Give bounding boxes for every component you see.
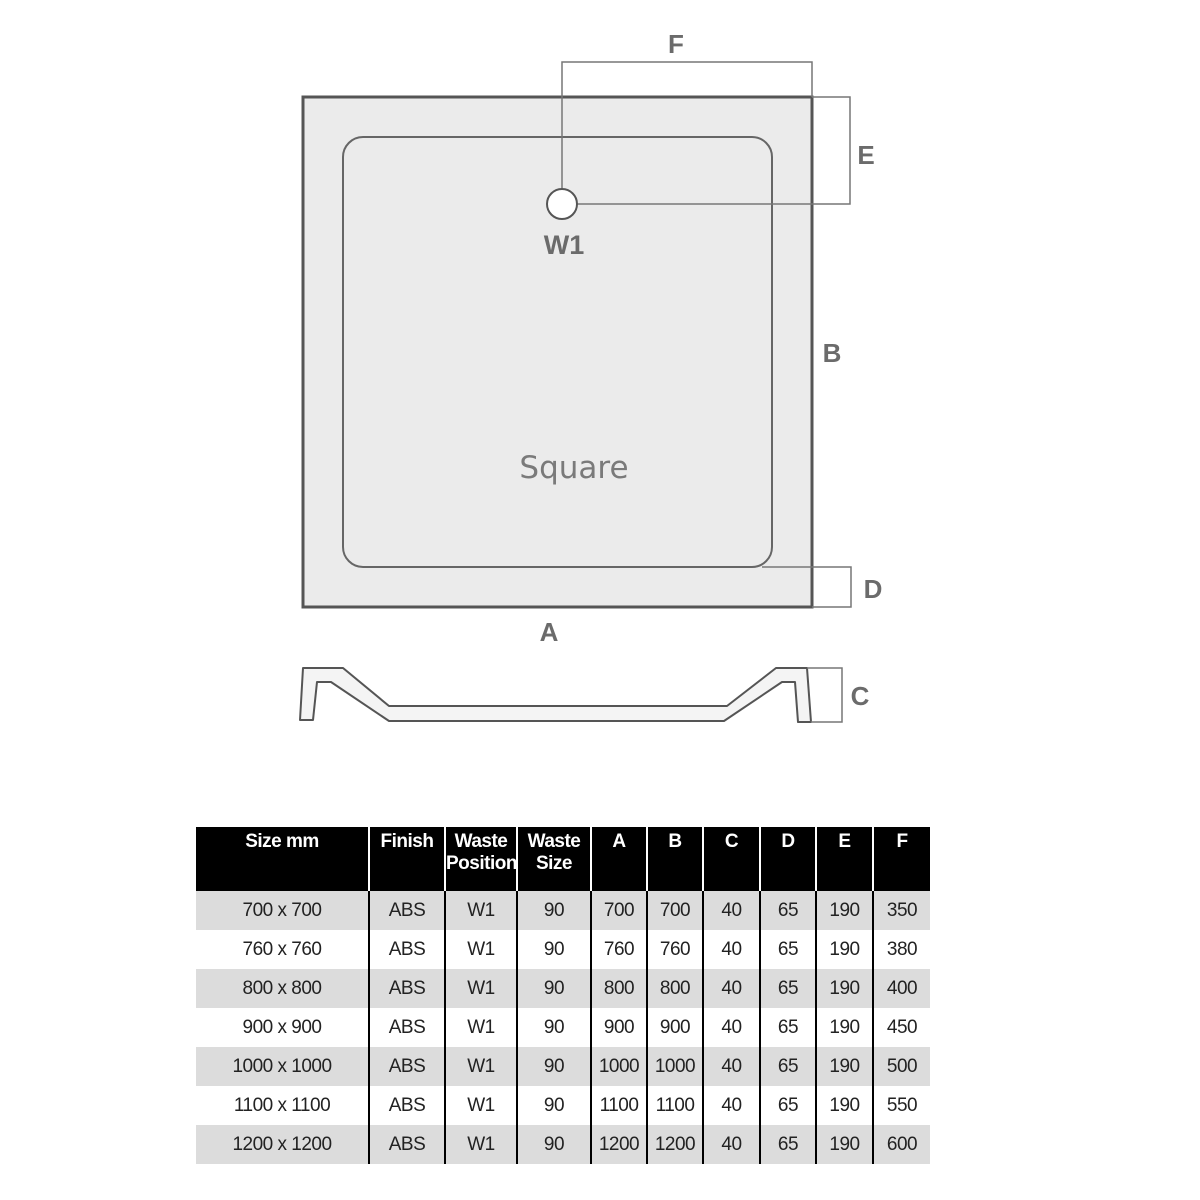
table-cell: 350 [873, 891, 930, 930]
table-header-text: Waste [454, 831, 508, 852]
table-cell: ABS [369, 930, 445, 969]
table-row [196, 1047, 930, 1086]
table-cell: 900 [591, 1008, 647, 1047]
table-cell: 90 [517, 969, 591, 1008]
table-cell: 700 x 700 [196, 891, 369, 930]
table-header-cell [517, 827, 591, 891]
table-header-cell [816, 827, 873, 891]
table-cell: 760 [647, 930, 703, 969]
table-cell: W1 [445, 891, 517, 930]
table-cell: W1 [445, 1047, 517, 1086]
table-cell: 1200 x 1200 [196, 1125, 369, 1164]
table-header-text: Waste [527, 831, 581, 852]
table-header-cell [647, 827, 703, 891]
table-cell: 450 [873, 1008, 930, 1047]
table-cell: 760 x 760 [196, 930, 369, 969]
table-cell: 40 [703, 1086, 760, 1125]
table-cell: 1200 [591, 1125, 647, 1164]
table-cell: 700 [647, 891, 703, 930]
dimension-c-bracket [807, 668, 842, 722]
table-cell: 500 [873, 1047, 930, 1086]
table-cell: 40 [703, 1047, 760, 1086]
table-header-row [196, 827, 930, 891]
table-cell: 1000 [647, 1047, 703, 1086]
table-cell: 40 [703, 1008, 760, 1047]
table-cell: 760 [591, 930, 647, 969]
table-cell: 90 [517, 1008, 591, 1047]
label-d: D [863, 574, 883, 604]
label-c: C [850, 681, 870, 711]
table-header-text: Position [446, 853, 517, 874]
table-header-text: C [724, 831, 739, 852]
table-cell: W1 [445, 969, 517, 1008]
table-row [196, 891, 930, 930]
table-cell: 190 [816, 1125, 873, 1164]
table-cell: 1200 [647, 1125, 703, 1164]
table-cell: ABS [369, 891, 445, 930]
table-cell: 600 [873, 1125, 930, 1164]
table-cell: 1100 [591, 1086, 647, 1125]
table-cell: ABS [369, 1125, 445, 1164]
table-cell: 65 [760, 891, 816, 930]
table-cell: 550 [873, 1086, 930, 1125]
table-row [196, 1125, 930, 1164]
table-cell: 400 [873, 969, 930, 1008]
table-cell: 700 [591, 891, 647, 930]
table-header-text: E [838, 831, 851, 852]
table-header-cell [196, 827, 369, 891]
table-row [196, 930, 930, 969]
table-row [196, 1008, 930, 1047]
waste-outlet-circle [547, 189, 577, 219]
table-cell: 65 [760, 1047, 816, 1086]
table-cell: ABS [369, 1086, 445, 1125]
table-cell: 190 [816, 930, 873, 969]
table-header-text: Size [535, 853, 573, 874]
table-cell: 65 [760, 1125, 816, 1164]
table-header-cell [445, 827, 517, 891]
table-cell: 65 [760, 1008, 816, 1047]
table-cell: 800 [647, 969, 703, 1008]
table-cell: 190 [816, 891, 873, 930]
table-cell: 190 [816, 1086, 873, 1125]
table-cell: 190 [816, 1008, 873, 1047]
label-b: B [822, 338, 842, 368]
table-cell: W1 [445, 1086, 517, 1125]
table-cell: 90 [517, 891, 591, 930]
waste-label-w1: W1 [543, 230, 585, 260]
table-header-text: Finish [380, 831, 434, 852]
table-cell: ABS [369, 1047, 445, 1086]
table-cell: 1100 [647, 1086, 703, 1125]
table-cell: W1 [445, 930, 517, 969]
shape-label: Square [519, 450, 629, 486]
label-e: E [857, 140, 875, 170]
table-cell: 800 [591, 969, 647, 1008]
table-cell: 90 [517, 1086, 591, 1125]
label-f: F [668, 29, 684, 59]
table-header-text: A [612, 831, 626, 852]
table-cell: 190 [816, 969, 873, 1008]
table-cell: 40 [703, 891, 760, 930]
table-cell: W1 [445, 1008, 517, 1047]
table-cell: ABS [369, 969, 445, 1008]
table-cell: ABS [369, 1008, 445, 1047]
table-cell: 90 [517, 1047, 591, 1086]
table-cell: 1100 x 1100 [196, 1086, 369, 1125]
table-cell: 900 x 900 [196, 1008, 369, 1047]
table-cell: 90 [517, 1125, 591, 1164]
table-header-text: Size mm [245, 831, 319, 852]
table-cell: 1000 x 1000 [196, 1047, 369, 1086]
table-cell: W1 [445, 1125, 517, 1164]
table-cell: 380 [873, 930, 930, 969]
specification-table [196, 827, 930, 1164]
label-a: A [539, 617, 559, 647]
table-cell: 40 [703, 1125, 760, 1164]
table-header-cell [760, 827, 816, 891]
table-cell: 190 [816, 1047, 873, 1086]
table-cell: 900 [647, 1008, 703, 1047]
table-header-text: D [781, 831, 795, 852]
table-cell: 40 [703, 969, 760, 1008]
table-body [196, 891, 930, 1164]
table-header-cell [873, 827, 930, 891]
table-header-text: F [896, 831, 908, 852]
tray-section-profile [300, 668, 811, 722]
table-cell: 65 [760, 930, 816, 969]
table-row [196, 1086, 930, 1125]
table-cell: 40 [703, 930, 760, 969]
table-cell: 800 x 800 [196, 969, 369, 1008]
table-header-cell [369, 827, 445, 891]
table-header-cell [703, 827, 760, 891]
table-header-text: B [668, 831, 682, 852]
table-header-cell [591, 827, 647, 891]
table-row [196, 969, 930, 1008]
table-cell: 65 [760, 1086, 816, 1125]
table-cell: 1000 [591, 1047, 647, 1086]
table-cell: 65 [760, 969, 816, 1008]
table-cell: 90 [517, 930, 591, 969]
